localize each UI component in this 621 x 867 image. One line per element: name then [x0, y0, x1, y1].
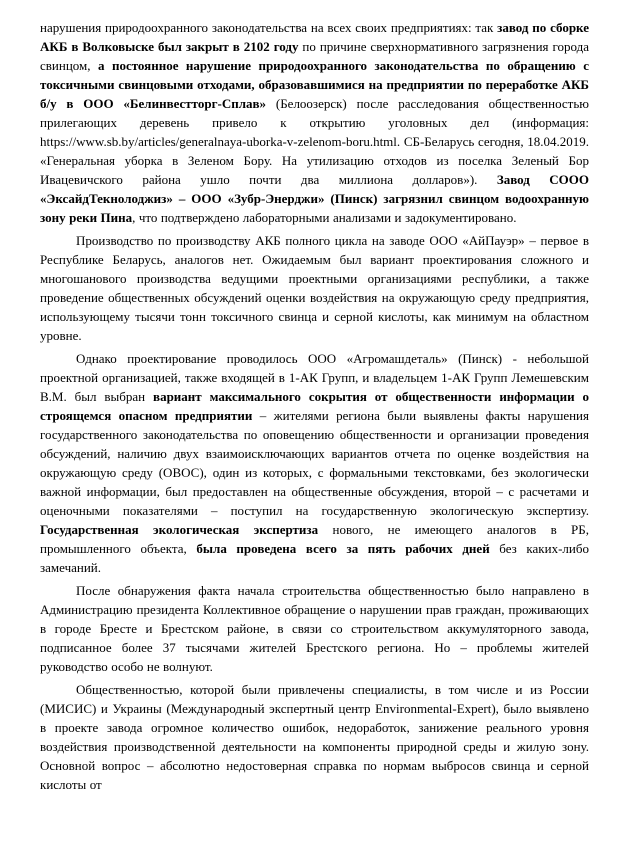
text-run: , что подтверждено лабораторными анализами и задокументировано. — [132, 210, 517, 225]
emphasis-run: а постоянное нарушение природоохранного законодательства по обращению с токсичными свинцовыми отходами, образовавшимися на предприятии по переработке АКБ б/у в ООО «Белинвестторг-Сплав» — [40, 58, 589, 111]
emphasis-run: Государственная экологическая экспертиза — [40, 522, 319, 537]
text-run: (Белоозерск) после расследования общественностью прилегающих деревень привело к открытию уголовных дел (информация: https://www.sb.by/articles/generalnaya-uborka-v-zelenom-boru.html. СБ-Беларусь сегодня, 18.04.2019. «Генеральная уборка в Зеленом Бору. На утилизацию отходов из поселка Зеленый Бор Ивацевичского района ушло почти два миллиона долларов»). — [40, 96, 590, 187]
paragraph-3 — [40, 349, 589, 577]
text-run: нарушения природоохранного законодательства на всех своих предприятиях: так — [40, 20, 498, 35]
text-run: Однако проектирование проводилось ООО «Агромашдеталь» (Пинск) - небольшой проектной организацией, также входящей в 1-АК Групп, и владельцем 1-АК Групп Лемешевским В.М. был выбран — [40, 351, 589, 404]
text-run: по причине сверхнормативного загрязнения города свинцом, — [40, 39, 589, 73]
text-run: нового, не имеющего аналогов в РБ, промышленного объекта, — [40, 522, 589, 556]
emphasis-run: завод по сборке АКБ в Волковыске был закрыт в 2102 году — [40, 20, 589, 54]
text-run: После обнаружения факта начала строительства общественностью было направлено в Администрацию президента Коллективное обращение о нарушении прав граждан, проживающих в городе Бресте и Брестском районе, в связи со строительством аккумуляторного завода, подписанное более 37 тысячами жителей Брестского региона. Но – проблемы жителей руководство особо не волнуют. — [40, 583, 589, 674]
text-run: без каких-либо замечаний. — [40, 541, 589, 575]
emphasis-run: вариант максимального сокрытия от общественности информации о строящемся опасном предприятии — [40, 389, 589, 423]
text-run: – жителями региона были выявлены факты нарушения государственного законодательства по оповещению общественности и организации проведения обсуждений, наличию двух взаимоисключающих вариантов отчета по оценке воздействия на окружающую среду (ОВОС), один из которых, с формальными текстовками, без экологически важной информации, был предоставлен на общественные обсуждения, второй – с расчетами и оценочными показателями – поступил на государственную экологическую экспертизу. — [40, 408, 589, 518]
text-run: Производство по производству АКБ полного цикла на заводе ООО «АйПауэр» – первое в Республике Беларусь, аналогов нет. Ожидаемым был вариант проектирования сложного и многошанового производства ведущими проектными организациями республики, а также проведение общественных обсуждений оценки воздействия на окружающую среду предприятия, использующему тысячи тонн токсичного свинца и серной кислоты, как минимум на областном уровне. — [40, 233, 589, 343]
paragraph-1 — [40, 18, 589, 227]
paragraph-2 — [40, 231, 589, 345]
emphasis-run: была проведена всего за пять рабочих дней — [196, 541, 490, 556]
text-run: Общественностью, которой были привлечены специалисты, в том числе и из России (МИСИС) и Украины (Международный экспертный центр Environmental-Expert), было выявлено в проекте завода огромное количество ошибок, недоработок, занижение реального уровня воздействия производственной деятельности на компоненты природной среды и жилую зону. Основной вопрос – абсолютно недостоверная справка по нормам выбросов свинца и серной кислоты от — [40, 682, 589, 792]
emphasis-run: Завод СООО «ЭксайдТекнолоджиз» – ООО «Зубр-Энерджи» (Пинск) загрязнил свинцом водоохранную зону реки Пина — [40, 172, 590, 225]
paragraph-5 — [40, 680, 589, 794]
paragraph-4 — [40, 581, 589, 676]
